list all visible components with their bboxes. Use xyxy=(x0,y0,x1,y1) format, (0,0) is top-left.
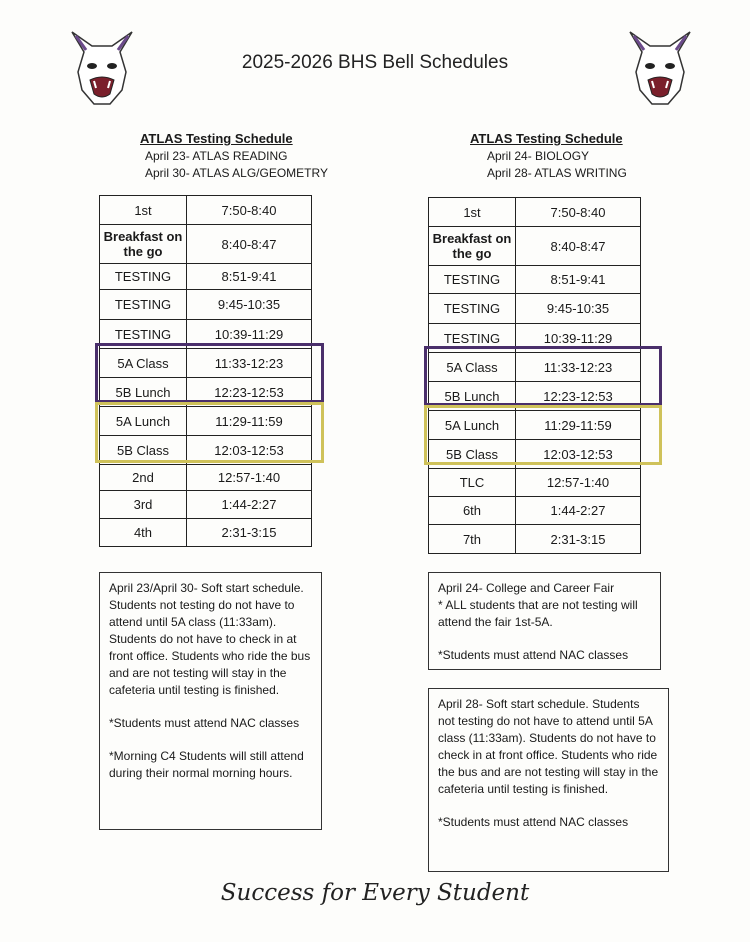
left-note-p3: *Morning C4 Students will still attend during their normal morning hours. xyxy=(109,749,304,780)
time-cell: 12:03-12:53 xyxy=(516,440,641,469)
schedule-row xyxy=(429,469,641,497)
period-cell: 5A Class xyxy=(100,349,187,378)
right-sub1: April 24- BIOLOGY xyxy=(487,149,590,163)
time-cell: 11:29-11:59 xyxy=(516,411,641,440)
left-sub2: April 30- ATLAS ALG/GEOMETRY xyxy=(145,166,328,180)
time-cell: 12:57-1:40 xyxy=(516,469,641,497)
time-cell: 1:44-2:27 xyxy=(516,497,641,525)
period-cell: 5A Lunch xyxy=(100,407,187,436)
period-cell: 6th xyxy=(429,497,516,525)
period-cell: 5A Lunch xyxy=(429,411,516,440)
right-note1-p2: * ALL students that are not testing will attend the fair 1st-5A. xyxy=(438,598,638,629)
schedule-row xyxy=(429,227,641,266)
right-note-box-1 xyxy=(428,572,661,670)
period-cell: 5B Lunch xyxy=(429,382,516,411)
time-cell: 8:51-9:41 xyxy=(516,266,641,294)
left-subheadings xyxy=(145,148,328,182)
right-schedule-heading xyxy=(470,130,623,147)
time-cell: 12:03-12:53 xyxy=(187,436,312,465)
schedule-row xyxy=(100,378,312,407)
schedule-row xyxy=(429,382,641,411)
right-schedule-table xyxy=(428,197,641,554)
period-cell: 3rd xyxy=(100,491,187,519)
time-cell: 11:29-11:59 xyxy=(187,407,312,436)
right-sub2: April 28- ATLAS WRITING xyxy=(487,166,627,180)
page-title: 2025-2026 BHS Bell Schedules xyxy=(241,52,509,73)
motto-footer: Success for Every Student xyxy=(220,880,530,906)
right-note2-p2: *Students must attend NAC classes xyxy=(438,815,629,829)
right-note1-p1: April 24- College and Career Fair xyxy=(438,581,615,595)
time-cell: 10:39-11:29 xyxy=(187,320,312,349)
right-note2-p1: April 28- Soft start schedule. Students not testing do not have to attend until 5A class (11:33am). Students do not have to check in at front office. Students who ride the bus and are not testing will stay in the cafeteria until testing is finished. xyxy=(438,697,659,796)
schedule-row xyxy=(100,407,312,436)
period-cell: TESTING xyxy=(100,264,187,290)
schedule-row xyxy=(429,294,641,324)
schedule-row xyxy=(100,436,312,465)
period-cell: TLC xyxy=(429,469,516,497)
schedule-row xyxy=(429,198,641,227)
time-cell: 12:23-12:53 xyxy=(187,378,312,407)
left-schedule-table xyxy=(99,195,312,547)
period-cell: 5B Class xyxy=(429,440,516,469)
time-cell: 9:45-10:35 xyxy=(187,290,312,320)
schedule-row xyxy=(429,324,641,353)
period-cell: 1st xyxy=(100,196,187,225)
period-cell: TESTING xyxy=(100,320,187,349)
time-cell: 2:31-3:15 xyxy=(516,525,641,554)
time-cell: 10:39-11:29 xyxy=(516,324,641,353)
schedule-row xyxy=(100,519,312,547)
right-subheadings xyxy=(487,148,627,182)
schedule-row xyxy=(100,320,312,349)
schedule-row xyxy=(429,525,641,554)
left-note-p2: *Students must attend NAC classes xyxy=(109,716,300,730)
time-cell: 7:50-8:40 xyxy=(516,198,641,227)
left-heading-text: ATLAS Testing Schedule xyxy=(140,131,293,146)
time-cell: 9:45-10:35 xyxy=(516,294,641,324)
period-cell: 5A Class xyxy=(429,353,516,382)
period-cell: Breakfast on the go xyxy=(429,227,516,266)
time-cell: 7:50-8:40 xyxy=(187,196,312,225)
right-heading-text: ATLAS Testing Schedule xyxy=(470,131,623,146)
schedule-row xyxy=(100,264,312,290)
time-cell: 8:51-9:41 xyxy=(187,264,312,290)
schedule-row xyxy=(429,353,641,382)
period-cell: 2nd xyxy=(100,465,187,491)
schedule-row xyxy=(100,225,312,264)
schedule-row xyxy=(429,411,641,440)
period-cell: TESTING xyxy=(429,294,516,324)
time-cell: 12:23-12:53 xyxy=(516,382,641,411)
time-cell: 2:31-3:15 xyxy=(187,519,312,547)
period-cell: TESTING xyxy=(100,290,187,320)
left-schedule-heading xyxy=(140,130,293,147)
left-note-box xyxy=(99,572,322,830)
time-cell: 8:40-8:47 xyxy=(187,225,312,264)
left-note-p1: April 23/April 30- Soft start schedule. Students not testing do not have to attend until 5A class (11:33am). Students do not have to check in at front office. Students who ride the bus and are not testing will stay in the cafeteria until testing is finished. xyxy=(109,581,311,697)
time-cell: 1:44-2:27 xyxy=(187,491,312,519)
time-cell: 12:57-1:40 xyxy=(187,465,312,491)
period-cell: TESTING xyxy=(429,324,516,353)
time-cell: 8:40-8:47 xyxy=(516,227,641,266)
right-note-box-2 xyxy=(428,688,669,872)
schedule-row xyxy=(429,266,641,294)
schedule-row xyxy=(100,465,312,491)
schedule-row xyxy=(429,440,641,469)
left-sub1: April 23- ATLAS READING xyxy=(145,149,288,163)
right-note1-p3: *Students must attend NAC classes xyxy=(438,648,629,662)
schedule-row xyxy=(100,196,312,225)
schedule-row xyxy=(100,349,312,378)
period-cell: 7th xyxy=(429,525,516,554)
period-cell: Breakfast on the go xyxy=(100,225,187,264)
time-cell: 11:33-12:23 xyxy=(187,349,312,378)
period-cell: 4th xyxy=(100,519,187,547)
schedule-row xyxy=(100,491,312,519)
period-cell: TESTING xyxy=(429,266,516,294)
period-cell: 1st xyxy=(429,198,516,227)
period-cell: 5B Class xyxy=(100,436,187,465)
schedule-row xyxy=(429,497,641,525)
schedule-row xyxy=(100,290,312,320)
time-cell: 11:33-12:23 xyxy=(516,353,641,382)
period-cell: 5B Lunch xyxy=(100,378,187,407)
